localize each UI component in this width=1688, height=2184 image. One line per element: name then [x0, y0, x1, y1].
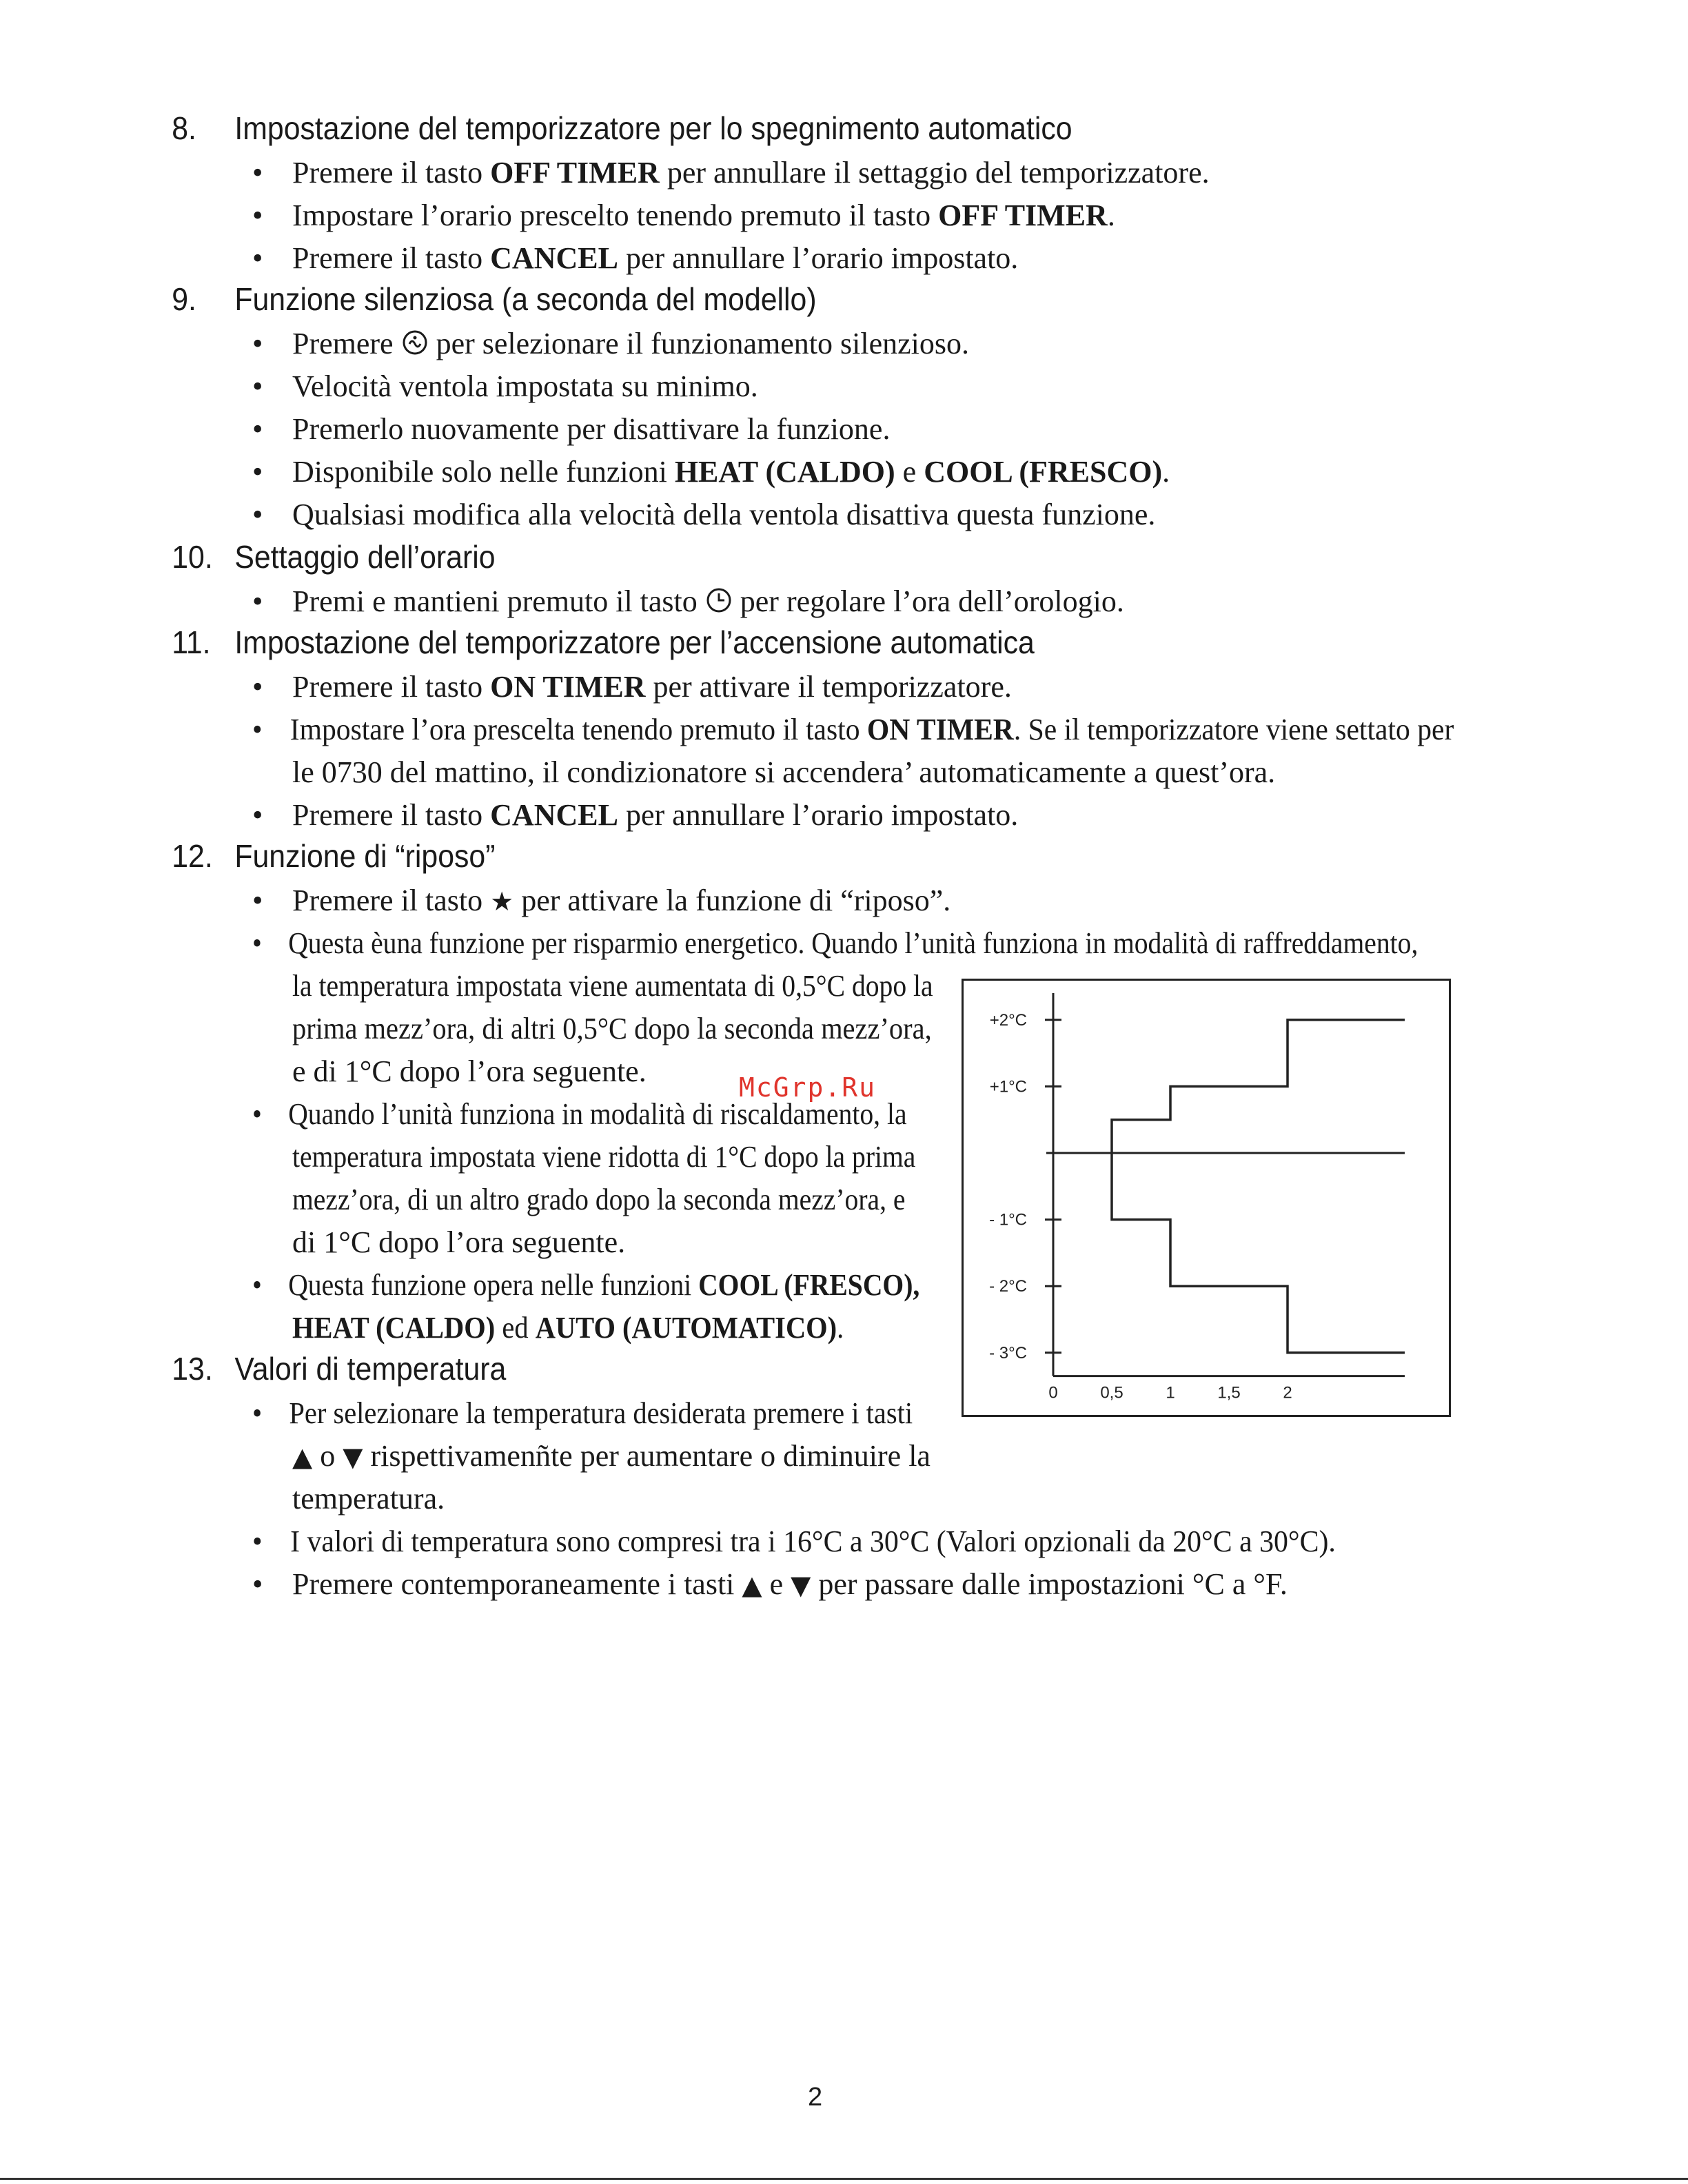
clock-icon	[705, 586, 733, 614]
sleep-mode-chart-svg	[964, 981, 1449, 1415]
star-icon: ★	[490, 886, 514, 917]
section-title: Funzione di “riposo”	[234, 838, 496, 874]
page-number: 2	[808, 2083, 823, 2112]
section-heading-12	[0, 835, 1570, 877]
list-item-continuation: HEAT (CALDO) ed AUTO (AUTOMATICO).	[292, 1311, 844, 1345]
section-heading-9	[0, 278, 1570, 320]
list-item-continuation: temperatura impostata viene ridotta di 1°C dopo la prima	[292, 1140, 916, 1174]
x-tick-label: 0	[1048, 1383, 1058, 1402]
list-item-continuation: prima mezz’ora, di altri 0,5°C dopo la seconda mezz’ora,	[292, 1012, 932, 1045]
y-tick-label: +1°C	[989, 1077, 1027, 1096]
section-heading-11	[0, 622, 1570, 663]
x-tick-label: 1,5	[1217, 1383, 1241, 1402]
page-bottom-rule	[0, 2178, 1688, 2180]
x-tick-label: 2	[1283, 1383, 1292, 1402]
list-item-continuation: ▲ o ▼ rispettivamenñte per aumentare o diminuire la	[292, 1439, 931, 1473]
section-title: Impostazione del temporizzatore per l’accensione automatica	[234, 624, 1035, 660]
sleep-mode-chart	[962, 979, 1451, 1417]
manual-page: 8. Impostazione del temporizzatore per lo spegnimento automatico • Premere il tasto OFF TIMER per annullare il settaggio del temporizzatore. • Impostare l’orario prescelto tenendo premuto il tasto OFF TIMER. • Premere il tasto CANCEL per annullare l’orario impostato. 9. Funzione silenziosa (a seconda del modello) • Premere per selezionare il funzionamento silenzioso. • Velocità ventola impostata su minimo. • Premerlo nuovamente per disattivare la funzione. • Disponibile solo nelle funzioni HEAT (CALDO) e COOL (FRESCO). • Qualsiasi modifica alla velocità della ventola disattiva questa funzione. 10. Settaggio dell’orario • Premi e mantieni premuto il tasto per regolare l’ora dell’orologio. 11. Impostazione del temporizzatore per l’accensione automatica • Premere il tasto ON TIMER per attivare il temporizzatore. • Impostare l’ora prescelta tenendo premuto il tasto ON TIMER. Se il temporizzatore viene settato per le 0730 del mattino, il condizionatore si accendera’ automaticamente a quest’ora. • Premere il tasto CANCEL per annullare l’orario impostato. 12. Funzione di “riposo” • Premere il tasto ★ per attivare la funzione di “riposo”. • Questa èuna funzione per risparmio energetico. Quando l’unità funziona in modalità di raffreddamento, la temperatura impostata viene aumentata di 0,5°C dopo la prima mezz’ora, di altri 0,5°C dopo la seconda mezz’ora, e di 1°C dopo l’ora seguente. • Quando l’unità funziona in modalità di riscaldamento, la temperatura impostata viene ridotta di 1°C dopo la prima mezz’ora, di un altro grado dopo la seconda mezz’ora, e di 1°C dopo l’ora seguente. • Questa funzione opera nelle funzioni COOL (FRESCO), HEAT (CALDO) ed AUTO (AUTOMATICO). 13. Valori di temperatura • Per selezionare la temperatura desiderata premere i tasti ▲ o ▼ rispettivamenñte per aumentare o diminuire la temperatura. • I valori di temperatura sono compresi tra i 16°C a 30°C (Valori opzionali da 20°C a 30°C). • Premere contemporaneamente i tasti ▲ e ▼ per passare dalle impostazioni °C a °F. +2°C +1°C - 1°C - 2°C - 3°C 0 0,5 1 1,5 2 McGrp.Ru 2	[0, 0, 1688, 2184]
list-item-continuation: temperatura.	[292, 1482, 445, 1515]
section-number: 9.	[172, 281, 196, 317]
section-title: Impostazione del temporizzatore per lo spegnimento automatico	[234, 110, 1072, 146]
section-number: 10.	[172, 539, 213, 575]
y-tick-label: - 3°C	[989, 1343, 1027, 1363]
series-line-1	[1112, 1153, 1405, 1353]
series-line-0	[1112, 1020, 1405, 1153]
silent-mode-icon	[401, 329, 429, 356]
section-heading-8	[0, 108, 1570, 149]
section-number: 11.	[172, 624, 211, 660]
list-item-continuation: e di 1°C dopo l’ora seguente.	[292, 1054, 647, 1088]
section-title: Funzione silenziosa (a seconda del modello)	[234, 281, 817, 317]
y-tick-label: - 1°C	[989, 1210, 1027, 1229]
section-title: Settaggio dell’orario	[234, 539, 496, 575]
list-item-continuation: le 0730 del mattino, il condizionatore si accendera’ automaticamente a quest’ora.	[292, 755, 1276, 789]
section-number: 8.	[172, 110, 196, 146]
watermark: McGrp.Ru	[739, 1072, 877, 1103]
list-item-continuation: di 1°C dopo l’ora seguente.	[292, 1225, 626, 1259]
down-arrow-icon: ▼	[791, 1570, 811, 1600]
up-arrow-icon: ▲	[742, 1570, 762, 1600]
list-item-continuation: mezz’ora, di un altro grado dopo la seconda mezz’ora, e	[292, 1183, 906, 1216]
section-number: 13.	[172, 1351, 213, 1387]
y-tick-label: +2°C	[989, 1010, 1027, 1030]
section-heading-10	[0, 536, 1570, 578]
x-tick-label: 0,5	[1100, 1383, 1123, 1402]
x-tick-label: 1	[1166, 1383, 1175, 1402]
section-number: 12.	[172, 838, 213, 874]
y-tick-label: - 2°C	[989, 1277, 1027, 1296]
section-title: Valori di temperatura	[234, 1351, 507, 1387]
up-arrow-icon: ▲	[292, 1442, 313, 1472]
list-item-continuation: la temperatura impostata viene aumentata di 0,5°C dopo la	[292, 969, 933, 1003]
down-arrow-icon: ▼	[343, 1442, 363, 1472]
